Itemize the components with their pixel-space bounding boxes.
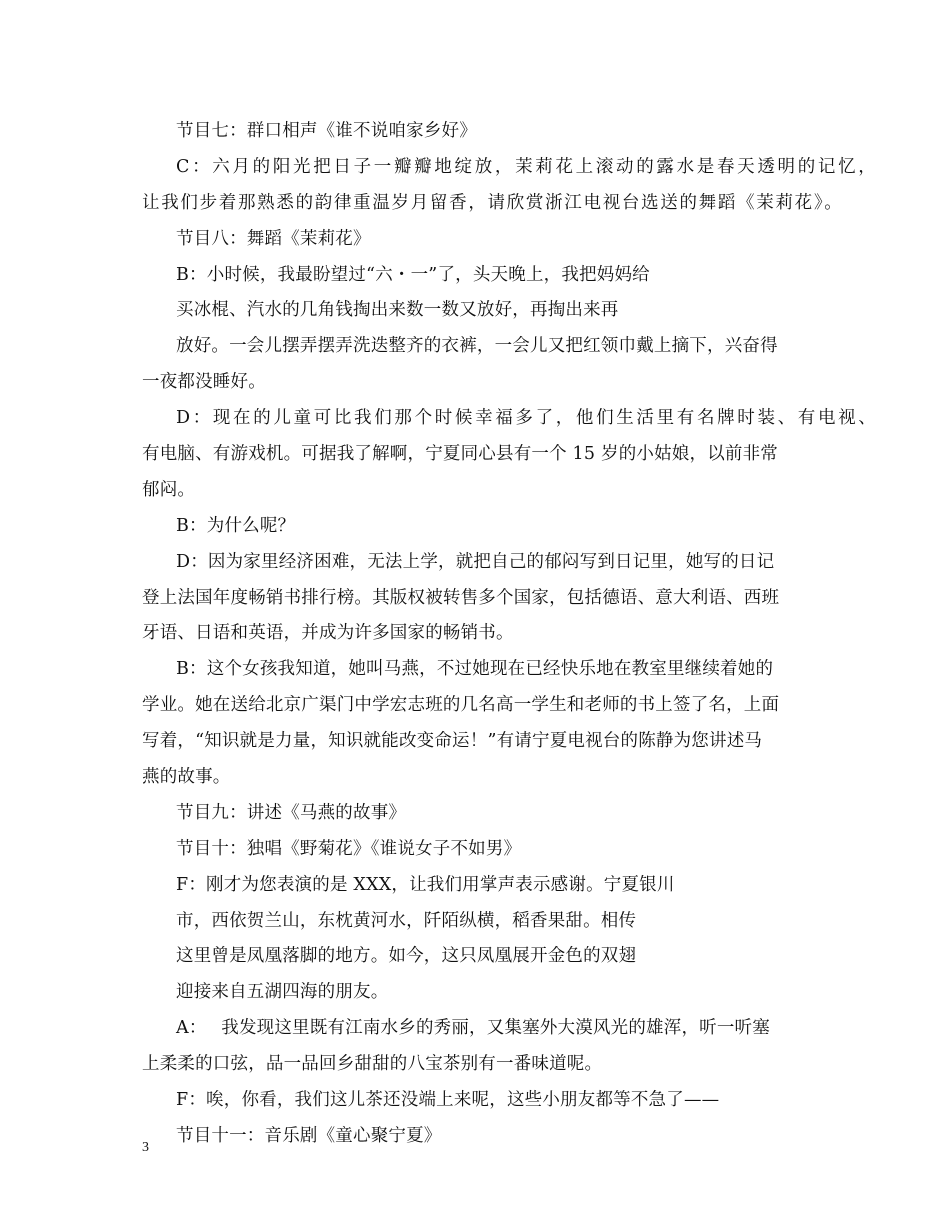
- text-line: 节目八：舞蹈《茉莉花》: [176, 228, 371, 249]
- text-line: 登上法国年度畅销书排行榜。其版权被转售多个国家，包括德语、意大利语、西班: [142, 587, 780, 608]
- text-line: B：为什么呢？: [176, 515, 296, 536]
- text-line: 市，西依贺兰山，东枕黄河水，阡陌纵横，稻香果甜。相传: [176, 910, 637, 931]
- text-line: 节目十：独唱《野菊花》《谁说女子不如男》: [176, 838, 522, 859]
- text-line: F：刚才为您表演的是 XXX，让我们用掌声表示感谢。宁夏银川: [176, 874, 675, 895]
- text-line: 迎接来自五湖四海的朋友。: [176, 982, 389, 1003]
- text-line: 有电脑、有游戏机。可据我了解啊，宁夏同心县有一个 15 岁的小姑娘，以前非常: [142, 444, 778, 465]
- text-line: 牙语、日语和英语，并成为许多国家的畅销书。: [142, 623, 514, 644]
- text-line: 让我们步着那熟悉的韵律重温岁月留香，请欣赏浙江电视台选送的舞蹈《茉莉花》。: [142, 192, 842, 213]
- text-line: 节目九：讲述《马燕的故事》: [176, 802, 407, 823]
- text-line: 买冰棍、汽水的几角钱掏出来数一数又放好，再掏出来再: [176, 300, 619, 321]
- text-line: A： 我发现这里既有江南水乡的秀丽，又集塞外大漠风光的雄浑，听一听塞: [176, 1018, 770, 1039]
- text-line: 学业。她在送给北京广渠门中学宏志班的几名高一学生和老师的书上签了名，上面: [142, 695, 780, 716]
- body-text: [142, 114, 876, 1155]
- text-line: F：唉，你看，我们这儿茶还没端上来呢，这些小朋友都等不急了——: [176, 1090, 720, 1111]
- text-line: 一夜都没睡好。: [142, 372, 266, 393]
- text-line: 节目十一：音乐剧《童心聚宁夏》: [176, 1125, 442, 1146]
- text-line: 节目七：群口相声《谁不说咱家乡好》: [176, 121, 477, 141]
- page-number: 3: [142, 1140, 149, 1155]
- text-line: B：小时候，我最盼望过“六・一”了，头天晚上，我把妈妈给: [176, 264, 650, 285]
- text-line: B：这个女孩我知道，她叫马燕，不过她现在已经快乐地在教室里继续着她的: [176, 659, 774, 680]
- text-line: 这里曾是凤凰落脚的地方。如今，这只凤凰展开金色的双翅: [176, 946, 637, 967]
- text-line: D：现在的儿童可比我们那个时候幸福多了，他们生活里有名牌时装、有电视、: [176, 408, 876, 429]
- text-line: 上柔柔的口弦，品一品回乡甜甜的八宝茶别有一番味道呢。: [142, 1054, 603, 1075]
- text-line: D：因为家里经济困难，无法上学，就把自己的郁闷写到日记里，她写的日记: [176, 551, 775, 572]
- text-line: 写着，“知识就是力量，知识就能改变命运！”有请宁夏电视台的陈静为您讲述马: [142, 731, 763, 752]
- text-line: 郁闷。: [142, 479, 196, 500]
- text-line: 燕的故事。: [142, 767, 231, 788]
- text-line: C：六月的阳光把日子一瓣瓣地绽放，茉莉花上滚动的露水是春天透明的记忆，: [176, 156, 876, 177]
- text-line: 放好。一会儿摆弄摆弄洗迭整齐的衣裤，一会儿又把红领巾戴上摘下，兴奋得: [176, 336, 778, 357]
